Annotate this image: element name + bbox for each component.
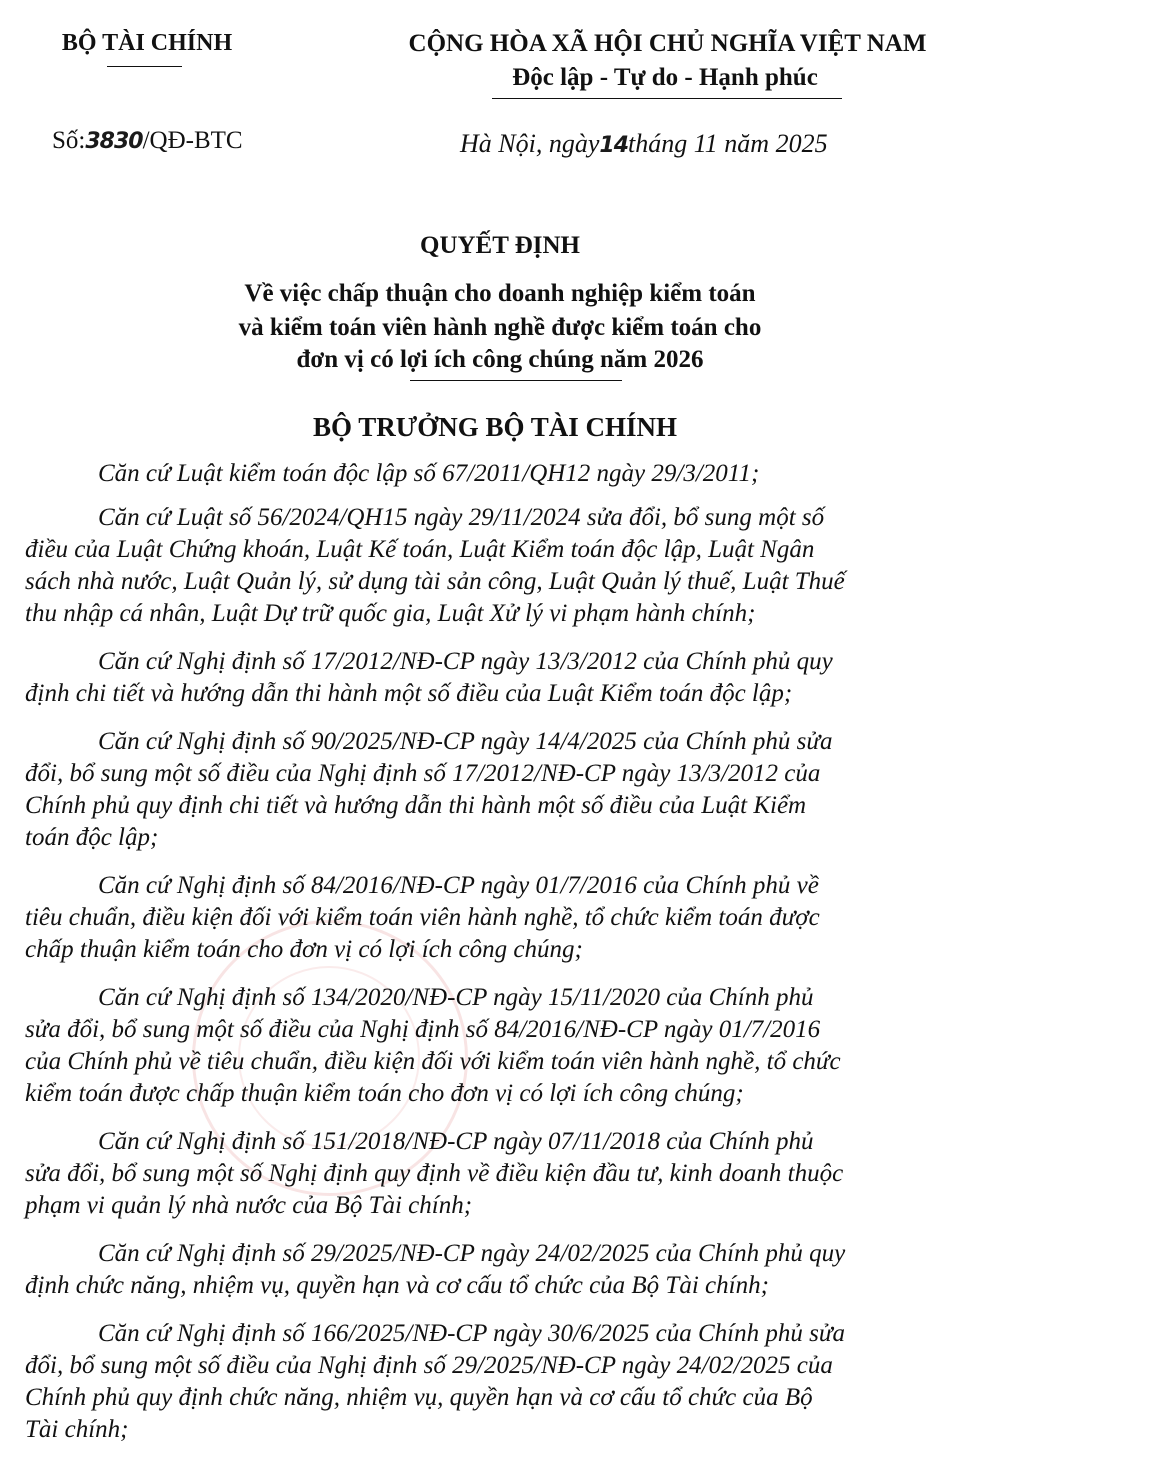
legal-basis-9-line-4: Tài chính; [25, 1416, 129, 1443]
legal-basis-3-line-2: định chi tiết và hướng dẫn thi hành một số điều của Luật Kiểm toán độc lập; [25, 680, 793, 707]
legal-basis-5-line-3: chấp thuận kiểm toán cho đơn vị có lợi ích công chúng; [25, 936, 583, 963]
legal-basis-6-line-4: kiểm toán được chấp thuận kiểm toán cho đơn vị có lợi ích công chúng; [25, 1080, 744, 1107]
decision-subject-line-3: đơn vị có lợi ích công chúng năm 2026 [296, 346, 704, 373]
legal-basis-4-line-4: toán độc lập; [25, 824, 159, 851]
legal-basis-4-line-2: đổi, bổ sung một số điều của Nghị định số 17/2012/NĐ-CP ngày 13/3/2012 của [25, 760, 821, 787]
legal-basis-9-line-1: Căn cứ Nghị định số 166/2025/NĐ-CP ngày 30/6/2025 của Chính phủ sửa [98, 1320, 845, 1347]
document-number-prefix: Số: [52, 127, 86, 154]
legal-basis-7-line-1: Căn cứ Nghị định số 151/2018/NĐ-CP ngày 07/11/2018 của Chính phủ [98, 1128, 814, 1155]
decision-subject-line-2: và kiểm toán viên hành nghề được kiểm toán cho [238, 314, 762, 341]
legal-basis-5-line-1: Căn cứ Nghị định số 84/2016/NĐ-CP ngày 01/7/2016 của Chính phủ về [98, 872, 819, 899]
legal-basis-7-line-2: sửa đổi, bổ sung một số Nghị định quy định về điều kiện đầu tư, kinh doanh thuộc [25, 1160, 844, 1187]
document-number [52, 127, 243, 155]
issue-date [460, 129, 828, 159]
legal-basis-6-line-2: sửa đổi, bổ sung một số điều của Nghị định số 84/2016/NĐ-CP ngày 01/7/2016 [25, 1016, 821, 1043]
legal-basis-7-line-3: phạm vi quản lý nhà nước của Bộ Tài chính; [25, 1192, 473, 1219]
legal-basis-2-line-3: sách nhà nước, Luật Quản lý, sử dụng tài sản công, Luật Quản lý thuế, Luật Thuế [25, 568, 845, 595]
country-name: CỘNG HÒA XÃ HỘI CHỦ NGHĨA VIỆT NAM [408, 30, 927, 57]
legal-basis-2-line-4: thu nhập cá nhân, Luật Dự trữ quốc gia, Luật Xử lý vi phạm hành chính; [25, 600, 756, 627]
motto-underline [492, 98, 842, 99]
legal-basis-2-line-1: Căn cứ Luật số 56/2024/QH15 ngày 29/11/2024 sửa đổi, bổ sung một số [98, 504, 825, 531]
legal-basis-6-line-3: của Chính phủ về tiêu chuẩn, điều kiện đối với kiểm toán viên hành nghề, tổ chức [25, 1048, 841, 1075]
issuing-authority: BỘ TRƯỞNG BỘ TÀI CHÍNH [312, 412, 678, 442]
date-suffix: tháng 11 năm 2025 [628, 129, 828, 158]
date-prefix: Hà Nội, ngày [460, 129, 600, 158]
legal-basis-4-line-1: Căn cứ Nghị định số 90/2025/NĐ-CP ngày 14/4/2025 của Chính phủ sửa [98, 728, 833, 755]
legal-basis-2-line-2: điều của Luật Chứng khoán, Luật Kế toán, Luật Kiểm toán độc lập, Luật Ngân [25, 536, 815, 563]
legal-basis-1-line-1: Căn cứ Luật kiểm toán độc lập số 67/2011/QH12 ngày 29/3/2011; [98, 460, 760, 487]
subject-underline [410, 380, 622, 381]
legal-basis-9-line-3: Chính phủ quy định chức năng, nhiệm vụ, quyền hạn và cơ cấu tổ chức của Bộ [25, 1384, 813, 1411]
legal-basis-3-line-1: Căn cứ Nghị định số 17/2012/NĐ-CP ngày 13/3/2012 của Chính phủ quy [98, 648, 833, 675]
decision-title: QUYẾT ĐỊNH [420, 232, 580, 259]
national-motto: Độc lập - Tự do - Hạnh phúc [512, 64, 818, 91]
document-number-suffix: /QĐ-BTC [142, 127, 243, 154]
legal-basis-9-line-2: đổi, bổ sung một số điều của Nghị định số 29/2025/NĐ-CP ngày 24/02/2025 của [25, 1352, 833, 1379]
agency-underline [107, 66, 182, 67]
legal-basis-4-line-3: Chính phủ quy định chi tiết và hướng dẫn thi hành một số điều của Luật Kiểm [25, 792, 807, 819]
legal-basis-6-line-1: Căn cứ Nghị định số 134/2020/NĐ-CP ngày 15/11/2020 của Chính phủ [98, 984, 814, 1011]
decision-subject-line-1: Về việc chấp thuận cho doanh nghiệp kiểm toán [244, 280, 756, 307]
date-day-handwritten: 14 [599, 133, 629, 158]
issuing-agency: BỘ TÀI CHÍNH [61, 30, 233, 56]
legal-basis-8-line-1: Căn cứ Nghị định số 29/2025/NĐ-CP ngày 24/02/2025 của Chính phủ quy [98, 1240, 846, 1267]
legal-basis-8-line-2: định chức năng, nhiệm vụ, quyền hạn và cơ cấu tổ chức của Bộ Tài chính; [25, 1272, 769, 1299]
legal-basis-5-line-2: tiêu chuẩn, điều kiện đối với kiểm toán viên hành nghề, tổ chức kiểm toán được [25, 904, 820, 931]
document-number-handwritten: 3830 [85, 129, 143, 154]
